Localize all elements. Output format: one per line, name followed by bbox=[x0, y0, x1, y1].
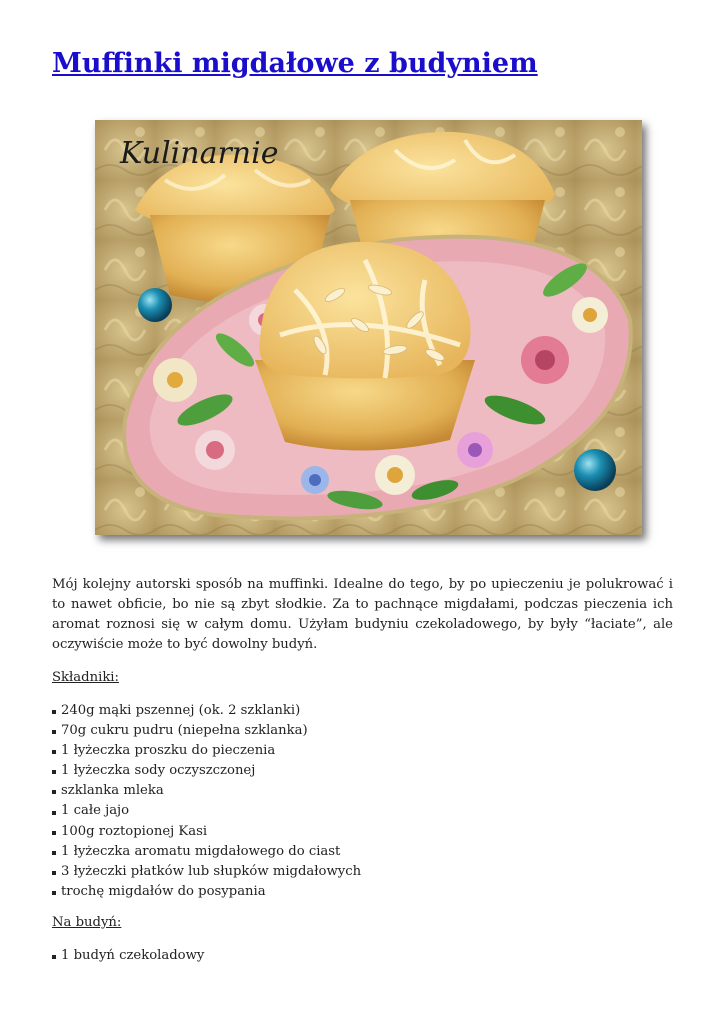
list-item: trochę migdałów do posypania bbox=[52, 882, 361, 902]
photo-watermark: Kulinarnie bbox=[120, 136, 279, 171]
muffin-photo bbox=[95, 120, 642, 535]
list-item: 1 budyń czekoladowy bbox=[52, 946, 204, 966]
pudding-label: Na budyń: bbox=[52, 915, 122, 930]
list-item: 1 łyżeczka aromatu migdałowego do ciast bbox=[52, 842, 361, 862]
ingredients-label: Składniki: bbox=[52, 670, 119, 685]
list-item: 100g roztopionej Kasi bbox=[52, 822, 361, 842]
list-item: szklanka mleka bbox=[52, 781, 361, 801]
bullet-icon bbox=[52, 851, 56, 855]
bullet-icon bbox=[52, 730, 56, 734]
bullet-icon bbox=[52, 831, 56, 835]
bullet-icon bbox=[52, 891, 56, 895]
bullet-icon bbox=[52, 955, 56, 959]
bullet-icon bbox=[52, 871, 56, 875]
list-item: 1 całe jajo bbox=[52, 801, 361, 821]
bullet-icon bbox=[52, 790, 56, 794]
bullet-icon bbox=[52, 750, 56, 754]
list-item: 3 łyżeczki płatków lub słupków migdałowych bbox=[52, 862, 361, 882]
list-item: 1 łyżeczka proszku do pieczenia bbox=[52, 741, 361, 761]
list-item: 240g mąki pszennej (ok. 2 szklanki) bbox=[52, 701, 361, 721]
muffin-photo-illustration bbox=[95, 120, 642, 535]
list-item: 1 łyżeczka sody oczyszczonej bbox=[52, 761, 361, 781]
bullet-icon bbox=[52, 710, 56, 714]
list-item: 70g cukru pudru (niepełna szklanka) bbox=[52, 721, 361, 741]
glass-bead bbox=[574, 449, 616, 491]
main-muffin bbox=[255, 242, 475, 451]
page-title[interactable]: Muffinki migdałowe z budyniem bbox=[52, 48, 538, 79]
ingredients-list bbox=[52, 701, 361, 902]
pudding-list bbox=[52, 946, 204, 966]
bullet-icon bbox=[52, 811, 56, 815]
glass-bead bbox=[138, 288, 172, 322]
intro-paragraph: Mój kolejny autorski sposób na muffinki. Idealne do tego, by po upieczeniu je polukrować i to nawet obficie, bo nie są zbyt słodkie. Za to pachnące migdałami, podczas pieczenia ich aromat roznosi się w całym domu. Użyłam budyniu czekoladowego, by były “łaciate”, ale oczywiście może to być dowolny budyń. bbox=[52, 577, 673, 652]
bullet-icon bbox=[52, 770, 56, 774]
